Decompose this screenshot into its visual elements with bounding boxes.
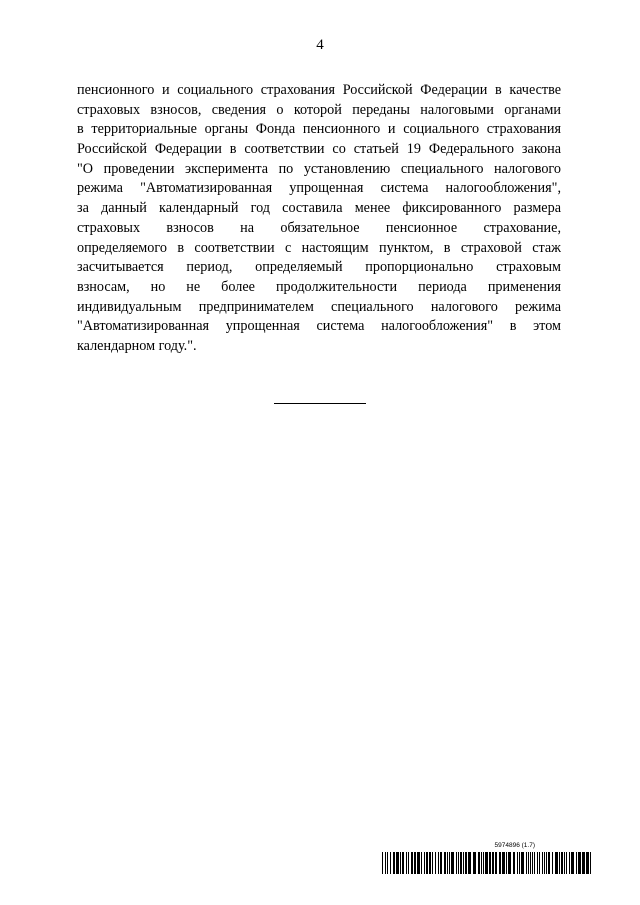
barcode-bar (390, 852, 391, 874)
barcode-bar (429, 852, 431, 874)
barcode-bar (526, 852, 527, 874)
barcode-bar (492, 852, 494, 874)
barcode-bar (555, 852, 558, 874)
barcode-bar (552, 852, 553, 874)
barcode-bar (576, 852, 577, 874)
barcode-bar (542, 852, 543, 874)
barcode-bar (495, 852, 497, 874)
barcode-bar (489, 852, 491, 874)
barcode-bar (411, 852, 413, 874)
barcode-block (382, 844, 592, 874)
barcode-bar (460, 852, 462, 874)
barcode-bar (417, 852, 420, 874)
text-line: режима "Автоматизированная упрощенная система налогообложения", (77, 180, 561, 197)
text-line: индивидуальным предпринимателем специального налогового режима (77, 298, 561, 315)
text-line: Российской Федерации в соответствии со статьей 19 Федерального закона (77, 141, 561, 158)
barcode-bar (502, 852, 505, 874)
text-line: в территориальные органы Фонда пенсионного и социального страхования (77, 121, 561, 138)
barcode-bar (421, 852, 422, 874)
barcode-bar (546, 852, 547, 874)
barcode-bar (485, 852, 488, 874)
barcode-bar (519, 852, 520, 874)
barcode-caption: 5974896 (1.7) (494, 842, 535, 849)
text-line: за данный календарный год составила менее фиксированного размера (77, 200, 561, 217)
barcode-bar (499, 852, 501, 874)
barcode (382, 852, 592, 874)
barcode-bar (578, 852, 581, 874)
barcode-bar (539, 852, 540, 874)
page-number: 4 (316, 37, 324, 53)
barcode-bar (508, 852, 511, 874)
barcode-bar (451, 852, 454, 874)
barcode-bar (393, 852, 395, 874)
barcode-bar (534, 852, 535, 874)
text-line: засчитывается период, определяемый пропорционально страховым (77, 259, 561, 276)
barcode-bar (506, 852, 507, 874)
barcode-bar (444, 852, 446, 874)
barcode-bar (559, 852, 560, 874)
barcode-bar (478, 852, 480, 874)
text-line: пенсионного и социального страхования Российской Федерации в качестве (77, 82, 561, 98)
barcode-bar (447, 852, 448, 874)
barcode-bar (537, 852, 538, 874)
barcode-bar (408, 852, 409, 874)
barcode-bar (435, 852, 436, 874)
barcode-bar (521, 852, 524, 874)
barcode-bar (458, 852, 459, 874)
barcode-bar (564, 852, 565, 874)
barcode-bar (463, 852, 464, 874)
barcode-bar (406, 852, 407, 874)
body-paragraph (77, 81, 561, 357)
barcode-bar (528, 852, 529, 874)
barcode-bar (449, 852, 450, 874)
barcode-bar (530, 852, 531, 874)
text-line: взносам, но не более продолжительности периода применения (77, 278, 561, 295)
barcode-bar (424, 852, 425, 874)
barcode-bar (590, 852, 591, 874)
barcode-bar (400, 852, 401, 874)
barcode-bar (517, 852, 518, 874)
barcode-bar (456, 852, 457, 874)
text-line: страховых взносов, сведения о которой переданы налоговыми органами (77, 101, 561, 118)
barcode-bar (473, 852, 476, 874)
barcode-bar (481, 852, 482, 874)
barcode-bar (483, 852, 484, 874)
text-line: "Автоматизированная упрощенная система налогообложения" в этом (77, 318, 561, 335)
barcode-bar (465, 852, 467, 874)
barcode-bar (532, 852, 533, 874)
barcode-bar (396, 852, 399, 874)
barcode-bar (432, 852, 433, 874)
closing-rule (274, 403, 366, 404)
text-line: "О проведении эксперимента по установлению специального налогового (77, 160, 561, 177)
barcode-bar (426, 852, 428, 874)
barcode-bar (387, 852, 388, 874)
barcode-bar (566, 852, 567, 874)
barcode-bar (561, 852, 563, 874)
barcode-bar (582, 852, 585, 874)
barcode-bar (385, 852, 386, 874)
barcode-bar (569, 852, 570, 874)
barcode-bar (548, 852, 550, 874)
barcode-bar (586, 852, 589, 874)
barcode-bar (402, 852, 404, 874)
barcode-bar (382, 852, 383, 874)
barcode-bar (440, 852, 442, 874)
barcode-bar (571, 852, 574, 874)
barcode-bar (414, 852, 416, 874)
text-line: календарном году.". (77, 337, 197, 354)
text-line: страховых взносов на обязательное пенсионное страхование, (77, 219, 561, 236)
text-line: определяемого в соответствии с настоящим пунктом, в страховой стаж (77, 239, 561, 256)
barcode-bar (438, 852, 439, 874)
barcode-bar (513, 852, 515, 874)
barcode-bar (468, 852, 471, 874)
barcode-bar (544, 852, 545, 874)
